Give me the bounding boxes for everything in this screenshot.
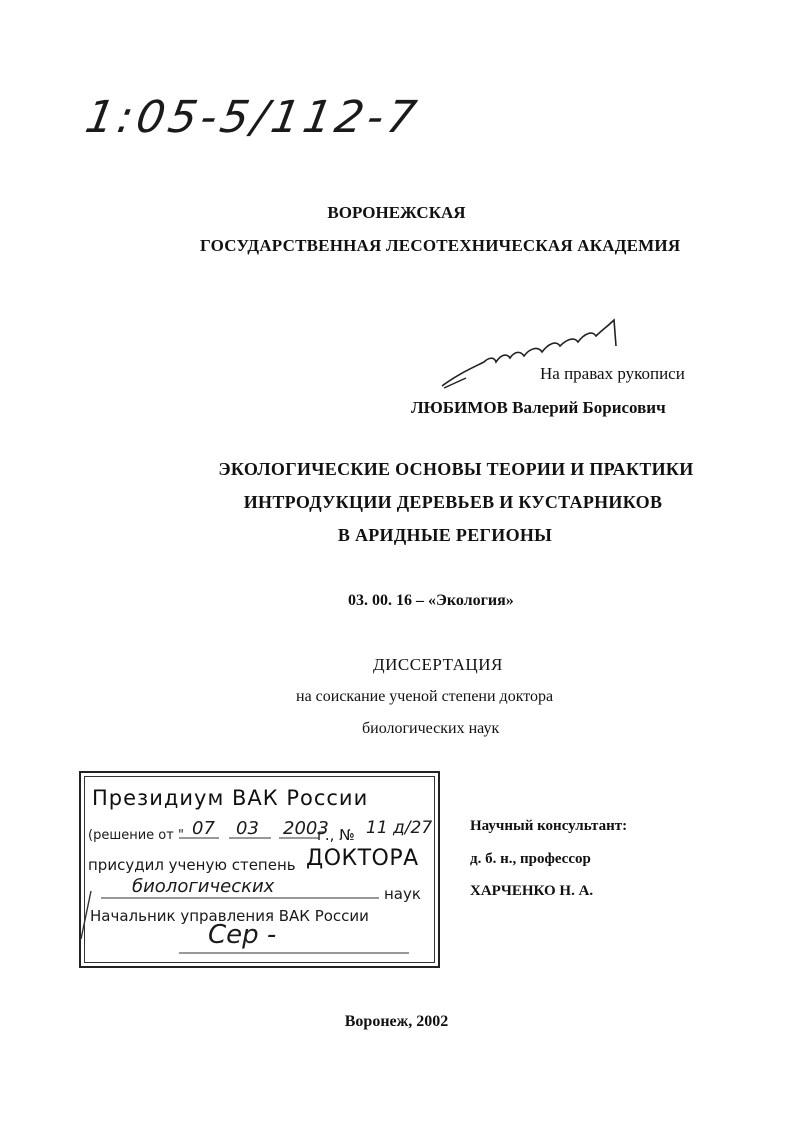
decision-number: 11 д/27 — [366, 818, 433, 838]
awarded-degree: ДОКТОРА — [306, 846, 419, 871]
dissertation-title-line2: ИНТРОДУКЦИИ ДЕРЕВЬЕВ И КУСТАРНИКОВ — [243, 492, 663, 512]
archive-number: 1:05-5/112-7 — [81, 92, 424, 143]
head-signature: Сер - — [208, 920, 277, 950]
decision-day: 07 — [192, 818, 215, 839]
decision-prefix: (решение от " — [88, 828, 184, 843]
decision-month: 03 — [236, 818, 259, 839]
consultant-label: Научный консультант: — [470, 818, 628, 834]
consultant-name: ХАРЧЕНКО Н. А. — [470, 883, 594, 899]
author-name: ЛЮБИМОВ Валерий Борисович — [411, 398, 666, 417]
academy-name-line1: ВОРОНЕЖСКАЯ — [327, 203, 466, 222]
dissertation-title-line1: ЭКОЛОГИЧЕСКИЕ ОСНОВЫ ТЕОРИИ И ПРАКТИКИ — [218, 459, 694, 479]
manuscript-note: На правах рукописи — [540, 364, 685, 383]
document-type: ДИССЕРТАЦИЯ — [373, 655, 503, 674]
dissertation-title-line3: В АРИДНЫЕ РЕГИОНЫ — [337, 525, 553, 545]
author-signature-icon — [438, 316, 628, 396]
stamp-lines-icon — [79, 771, 439, 967]
sciences-field: биологических — [132, 876, 275, 897]
specialty-code: 03. 00. 16 – «Экология» — [348, 592, 514, 609]
consultant-degree: д. б. н., профессор — [470, 851, 591, 867]
sciences-word: наук — [384, 885, 421, 903]
city-year: Воронеж, 2002 — [344, 1013, 449, 1030]
decision-suffix: г., № — [317, 826, 355, 844]
head-label: Начальник управления ВАК России — [90, 907, 369, 925]
degree-line1: на соискание ученой степени доктора — [296, 688, 554, 705]
degree-line2: биологических наук — [362, 720, 500, 737]
decision-year: 2003 — [283, 818, 329, 839]
vak-stamp-title: Президиум ВАК России — [92, 786, 369, 810]
academy-name-line2: ГОСУДАРСТВЕННАЯ ЛЕСОТЕХНИЧЕСКАЯ АКАДЕМИЯ — [200, 236, 681, 255]
awarded-prefix: присудил ученую степень — [88, 856, 296, 874]
